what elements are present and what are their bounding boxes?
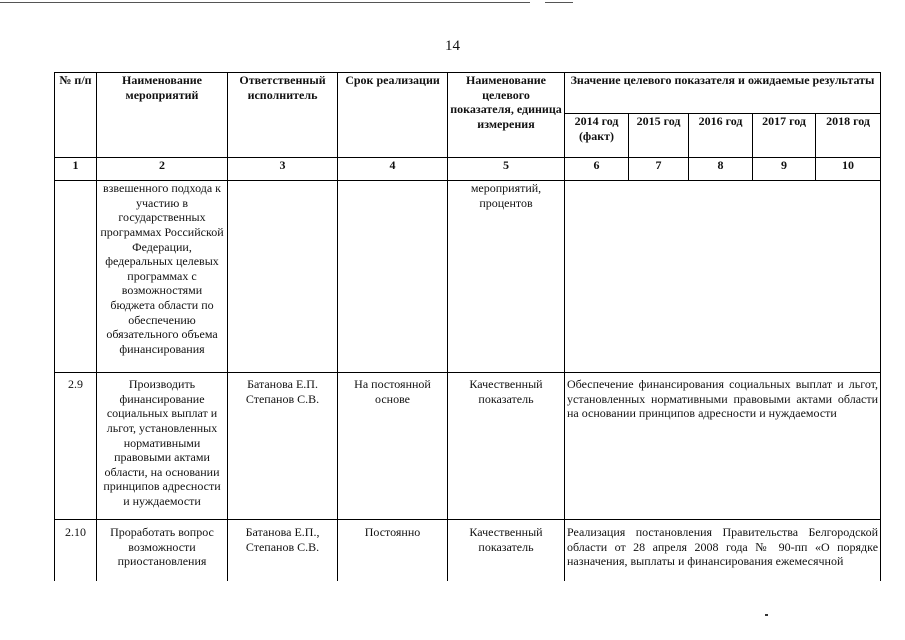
row-indicator: Качественный показатель	[448, 373, 565, 520]
column-number: 1	[55, 158, 97, 181]
top-edge-line	[0, 2, 530, 3]
row-num: 2.9	[55, 373, 97, 520]
row-num: 2.10	[55, 520, 97, 582]
row-responsible: Батанова Е.П., Степанов С.В.	[228, 520, 338, 582]
row-event: Производить финансирование социальных выплат и льгот, установленных нормативными правовыми актами области, на основании принципов адресности и нуждаемости	[97, 373, 228, 520]
row-num	[55, 181, 97, 373]
column-number: 10	[816, 158, 881, 181]
row-term: На постоянной основе	[338, 373, 448, 520]
row-term: Постоянно	[338, 520, 448, 582]
header-year-2016: 2016 год	[689, 114, 753, 158]
header-year-2017: 2017 год	[753, 114, 816, 158]
header-responsible: Ответственный исполнитель	[228, 73, 338, 158]
table-row	[55, 520, 881, 582]
header-row-1	[55, 73, 881, 114]
column-number-row	[55, 158, 881, 181]
row-indicator: Качественный показатель	[448, 520, 565, 582]
scan-speck	[765, 614, 768, 616]
row-result: Реализация постановления Правительства Белгородской области от 28 апреля 2008 года № 90-пп «О порядке назначения, выплаты и финансирования ежемесячной	[565, 520, 881, 582]
header-term: Срок реализации	[338, 73, 448, 158]
header-year-2014: 2014 год (факт)	[565, 114, 629, 158]
header-num: № п/п	[55, 73, 97, 158]
table-row	[55, 373, 881, 520]
column-number: 3	[228, 158, 338, 181]
row-responsible	[228, 181, 338, 373]
row-result: Обеспечение финансирования социальных выплат и льгот, установленных нормативными правовыми актами области на основании принципов адресности и нуждаемости	[565, 373, 881, 520]
table-row	[55, 181, 881, 373]
column-number: 5	[448, 158, 565, 181]
header-values-group: Значение целевого показателя и ожидаемые результаты	[565, 73, 881, 114]
row-responsible: Батанова Е.П. Степанов С.В.	[228, 373, 338, 520]
column-number: 8	[689, 158, 753, 181]
action-plan-table	[54, 72, 881, 581]
column-number: 4	[338, 158, 448, 181]
column-number: 2	[97, 158, 228, 181]
header-indicator: Наименование целевого показателя, единица измерения	[448, 73, 565, 158]
column-number: 6	[565, 158, 629, 181]
row-event: Проработать вопрос возможности приостановления	[97, 520, 228, 582]
header-year-2018: 2018 год	[816, 114, 881, 158]
row-indicator: мероприятий, процентов	[448, 181, 565, 373]
page-number: 14	[445, 38, 460, 54]
column-number: 7	[629, 158, 689, 181]
row-result	[565, 181, 881, 373]
header-event: Наименование мероприятий	[97, 73, 228, 158]
column-number: 9	[753, 158, 816, 181]
row-term	[338, 181, 448, 373]
header-year-2015: 2015 год	[629, 114, 689, 158]
row-event: взвешенного подхода к участию в государственных программах Российской Федерации, федеральных целевых программах с возможностями бюджета области по обеспечению обязательного объема финансирования	[97, 181, 228, 373]
top-edge-line-short	[545, 2, 573, 3]
